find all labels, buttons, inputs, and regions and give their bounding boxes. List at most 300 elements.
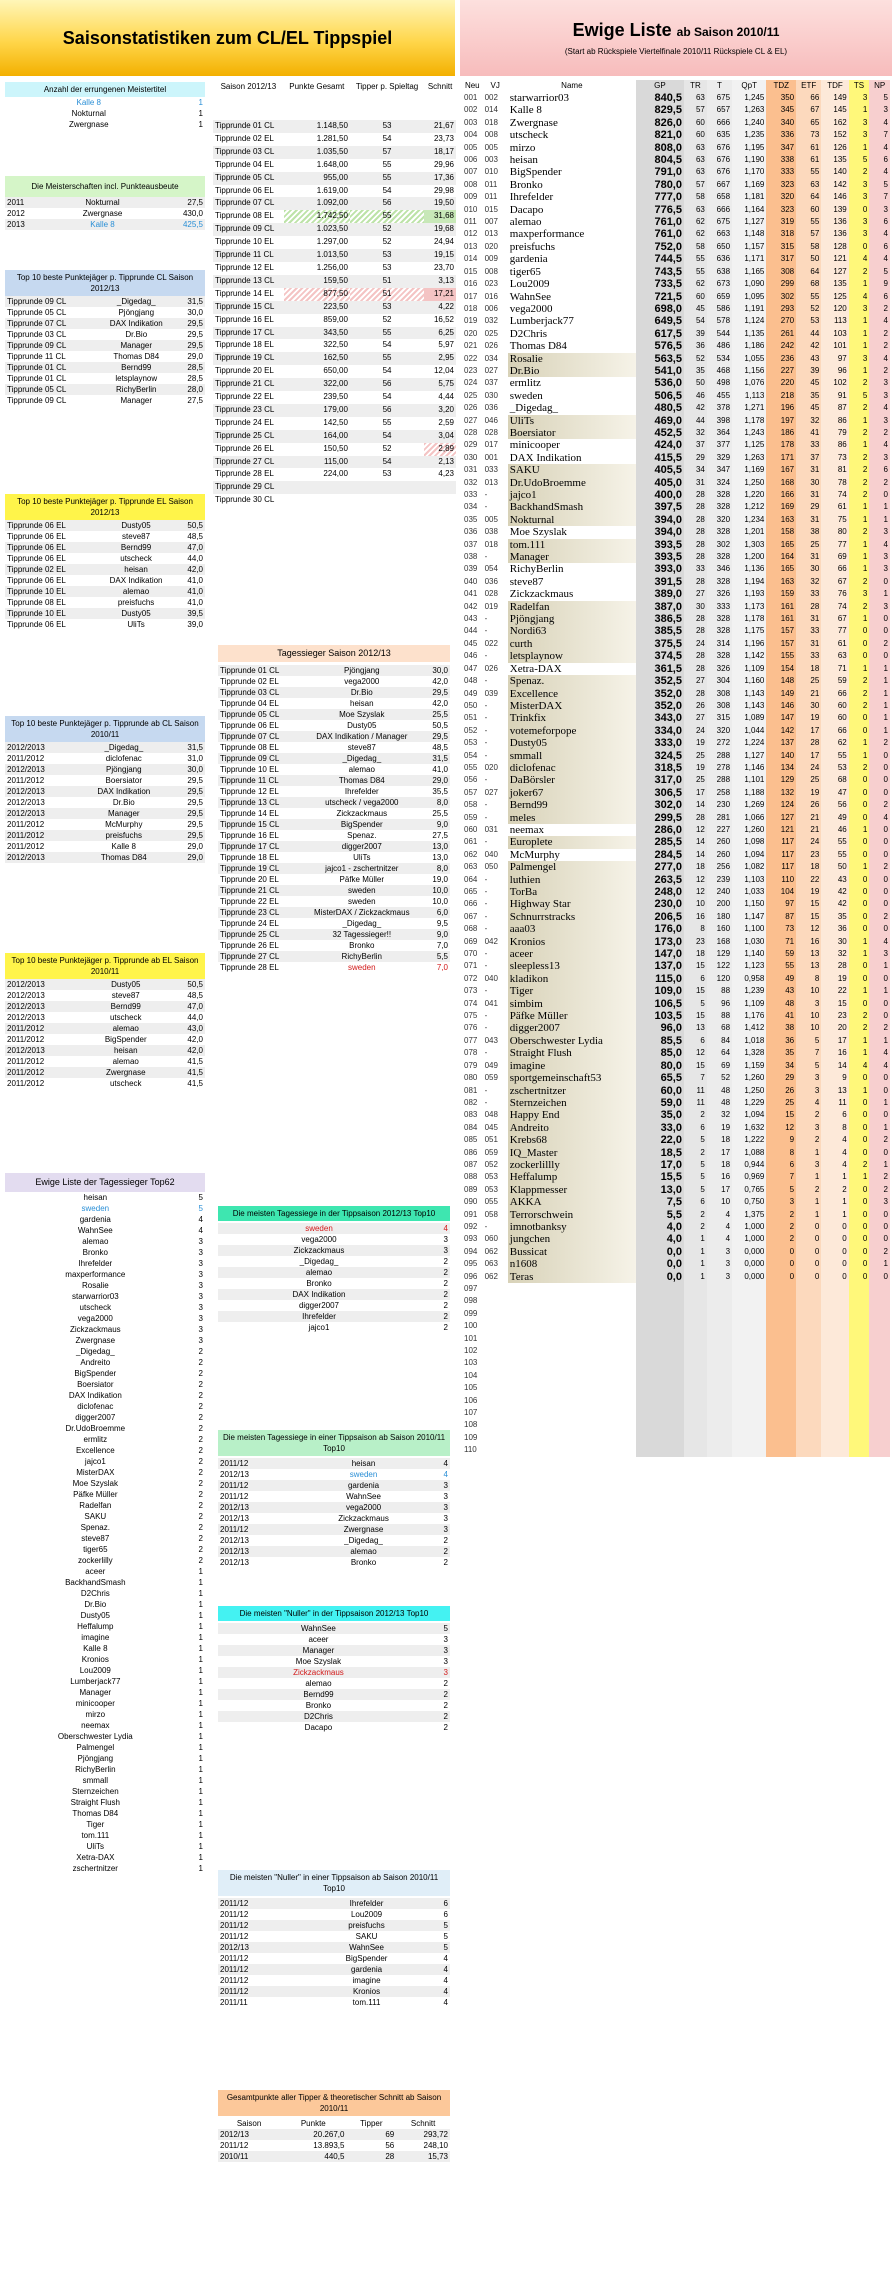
table-cell: [636, 1432, 684, 1444]
table-cell: Tipprunde 29 CL: [213, 481, 284, 494]
table-row: [5, 351, 205, 362]
table-cell: 57: [684, 179, 707, 191]
table-cell: Dr.Bio: [112, 798, 135, 807]
table-cell: 1: [869, 675, 890, 687]
table-cell: Kalle 8: [83, 1644, 108, 1653]
table-cell: 1,195: [732, 142, 766, 154]
table-cell: Sternzeichen: [71, 1787, 119, 1796]
table-cell: steve87: [111, 991, 140, 1000]
table-cell: 34: [684, 464, 707, 476]
table-cell: [707, 1395, 732, 1407]
table-cell: 19: [707, 1122, 732, 1134]
table-cell: 2: [198, 1512, 203, 1521]
table-cell: 1.023,50: [284, 223, 350, 236]
table-cell: 469,0: [636, 415, 684, 427]
table-row: [462, 787, 890, 799]
table-cell: Tipprunde 23 CL: [213, 404, 284, 417]
table-cell: 42: [684, 402, 707, 414]
table-cell: 1,188: [732, 787, 766, 799]
table-row: [462, 377, 890, 389]
table-row: [213, 301, 456, 314]
table-cell: 8: [821, 1122, 848, 1134]
table-cell: Bernd99: [218, 1689, 419, 1700]
table-cell: 1: [869, 688, 890, 700]
table-cell: 2011/2012: [7, 842, 45, 851]
table-cell: 29: [796, 501, 821, 513]
table-cell: 0: [849, 725, 870, 737]
table-cell: 0: [849, 1196, 870, 1208]
table-cell: 1: [869, 1258, 890, 1270]
table-cell: 1,165: [732, 266, 766, 278]
table-cell: 54: [382, 133, 392, 143]
player-name: Zwergnase: [509, 116, 558, 129]
table-cell: 334,0: [636, 725, 684, 737]
table-cell: Bronko: [349, 941, 375, 950]
table-row: [462, 799, 890, 811]
table-cell: 3: [198, 1325, 203, 1334]
player-name: tiger65: [509, 265, 541, 278]
table-cell: 2012/13: [218, 2129, 280, 2140]
table-cell: 039: [464, 564, 478, 574]
table-cell: 1: [849, 1047, 870, 1059]
table-cell: 136: [821, 216, 848, 228]
table-row: [462, 1345, 890, 1357]
player-name: luthien: [508, 874, 636, 886]
table-cell: 2011/2012: [7, 1079, 45, 1088]
table-cell: 315: [766, 241, 796, 253]
table-cell: [869, 1407, 890, 1419]
table-cell: 162: [821, 117, 848, 129]
table-cell: 61: [796, 154, 821, 166]
table-cell: Bernd99: [83, 1001, 168, 1012]
table-cell: 52: [350, 223, 424, 236]
table-cell: Tipprunde 25 CL: [218, 929, 298, 940]
table-cell: 1: [684, 1271, 707, 1283]
table-cell: 1: [198, 1864, 203, 1873]
table-cell: 328: [707, 625, 732, 637]
table-row: [462, 588, 890, 600]
table-cell: 1.281,50: [316, 133, 348, 143]
table-cell: 1: [869, 1097, 890, 1109]
table-row: [462, 390, 890, 402]
table-cell: 16: [707, 1171, 732, 1183]
table-cell: 0: [869, 1072, 890, 1084]
table-cell: [849, 1395, 870, 1407]
table-cell: Dusty05: [80, 1611, 110, 1620]
table-cell: 3,13: [424, 275, 456, 288]
table-row: [462, 861, 890, 873]
table-cell: 260: [707, 849, 732, 861]
table-cell: 1: [198, 109, 203, 118]
table-cell: 0: [869, 1209, 890, 1221]
table-cell: 0: [849, 1184, 870, 1196]
table-row: [213, 159, 456, 172]
table-cell: 285,5: [636, 836, 684, 848]
table-cell: 52: [707, 1072, 732, 1084]
table-row: [462, 601, 890, 613]
table-cell: 11: [684, 1085, 707, 1097]
table-cell: 28: [821, 960, 848, 972]
table-cell: 2011/12: [218, 1458, 298, 1469]
table-cell: 5: [684, 1159, 707, 1171]
table-row: [462, 551, 890, 563]
table-cell: 19: [796, 712, 821, 724]
player-name: Ihrefelder: [509, 191, 554, 204]
table-cell: 12: [684, 886, 707, 898]
table-row: [462, 241, 890, 253]
table-cell: 1: [849, 439, 870, 451]
table-cell: 30: [796, 563, 821, 575]
table-cell: 6: [684, 1122, 707, 1134]
table-row: [5, 1632, 205, 1643]
table-cell: 4: [869, 166, 890, 178]
table-cell: Tipprunde 17 CL: [218, 841, 298, 852]
table-row: [462, 985, 890, 997]
table-cell: 0: [849, 836, 870, 848]
top-el-season-box: [5, 494, 205, 630]
table-cell: [684, 1357, 707, 1369]
player-name: AKKA: [508, 1196, 636, 1208]
table-cell: [821, 1407, 848, 1419]
table-row: [462, 1370, 890, 1382]
table-cell: 5: [869, 266, 890, 278]
table-cell: 44: [796, 328, 821, 340]
table-cell: 1: [821, 1171, 848, 1183]
table-cell: 2: [420, 1289, 450, 1300]
table-row: [218, 786, 450, 797]
table-cell: 1: [849, 563, 870, 575]
table-cell: Tipprunde 15 CL: [213, 301, 284, 314]
table-cell: 1: [198, 1611, 203, 1620]
table-row: [218, 852, 450, 863]
table-cell: Tipprunde 07 CL: [5, 318, 96, 329]
table-cell: 27,5: [432, 831, 448, 840]
table-row: [218, 1458, 450, 1469]
table-cell: 3: [796, 998, 821, 1010]
table-cell: Tipprunde 28 EL: [215, 469, 274, 479]
table-row: [218, 687, 450, 698]
table-cell: 73: [766, 923, 796, 935]
table-cell: sweden: [81, 1204, 110, 1213]
table-cell: [869, 1308, 890, 1320]
table-cell: 60: [684, 129, 707, 141]
table-cell: digger2007: [298, 1301, 340, 1310]
table-cell: 1: [849, 365, 870, 377]
table-cell: Tipprunde 01 CL: [218, 665, 298, 676]
player-name: [508, 1283, 636, 1295]
table-cell: 2: [198, 1358, 203, 1367]
table-row: [462, 849, 890, 861]
table-row: [5, 1742, 205, 1753]
table-cell: 324: [707, 477, 732, 489]
table-cell: 67: [796, 104, 821, 116]
table-cell: 2: [869, 861, 890, 873]
table-cell: 74: [821, 601, 848, 613]
table-cell: 6: [427, 1898, 450, 1909]
table-cell: 18: [707, 1134, 732, 1146]
table-cell: 1,375: [732, 1209, 766, 1221]
table-cell: 013: [464, 241, 478, 251]
table-cell: Tipprunde 11 CL: [213, 249, 284, 262]
table-cell: 16: [684, 911, 707, 923]
table-cell: 42: [821, 886, 848, 898]
table-cell: 12: [684, 824, 707, 836]
table-row: [5, 1401, 205, 1412]
table-cell: 0: [849, 898, 870, 910]
table-row: [5, 753, 205, 764]
table-cell: [732, 1444, 766, 1456]
table-row: [218, 841, 450, 852]
table-cell: 256: [707, 861, 732, 873]
meistertitel-header: Anzahl der errungenen Meistertitel: [5, 82, 205, 97]
table-cell: gardenia: [298, 1480, 430, 1491]
table-cell: 1: [849, 501, 870, 513]
table-cell: imagine: [81, 1633, 110, 1642]
table-cell: 75: [821, 514, 848, 526]
table-cell: -: [484, 1097, 488, 1107]
table-header-cell: Tipper: [360, 2119, 383, 2128]
table-cell: Tipprunde 06 EL: [7, 620, 66, 629]
table-cell: 55: [350, 352, 424, 365]
table-cell: -: [484, 911, 488, 921]
table-cell: 1: [198, 1633, 203, 1642]
table-cell: 60: [684, 117, 707, 129]
table-cell: 24: [796, 836, 821, 848]
table-cell: 361,5: [636, 663, 684, 675]
table-cell: 333: [766, 166, 796, 178]
table-row: [5, 1852, 205, 1863]
table-cell: [869, 1432, 890, 1444]
table-cell: Pjöngjang: [118, 308, 155, 317]
table-cell: 040: [484, 973, 498, 983]
table-cell: Tipprunde 11 CL: [218, 775, 298, 786]
table-cell: 1: [849, 551, 870, 563]
table-row: [5, 619, 205, 630]
table-cell: 62: [684, 216, 707, 228]
table-cell: diclofenac: [77, 1402, 114, 1411]
table-cell: Thomas D84: [76, 852, 172, 863]
table-cell: 0: [849, 812, 870, 824]
table-cell: 4: [869, 1047, 890, 1059]
table-row: [213, 146, 456, 159]
table-cell: 2: [869, 477, 890, 489]
table-cell: 2: [443, 1279, 448, 1288]
table-cell: Manager: [79, 1688, 112, 1697]
table-row: [5, 1566, 205, 1577]
player-name: [508, 1444, 636, 1456]
table-cell: RichyBerlin: [96, 384, 177, 395]
table-cell: 26: [684, 700, 707, 712]
table-row: [5, 1489, 205, 1500]
table-cell: Palmengel: [76, 1743, 115, 1752]
table-row: [462, 812, 890, 824]
table-cell: Tipprunde 06 EL: [220, 721, 279, 730]
table-cell: 24: [684, 638, 707, 650]
table-cell: [869, 1370, 890, 1382]
player-name: kladikon: [508, 973, 636, 985]
table-cell: 299: [766, 278, 796, 290]
table-cell: 52: [684, 353, 707, 365]
table-row: [213, 327, 456, 340]
table-cell: 1,089: [732, 712, 766, 724]
table-cell: 109: [464, 1432, 478, 1442]
table-cell: 2: [869, 1134, 890, 1146]
table-cell: _Digedag_: [96, 296, 177, 307]
player-name: D2Chris: [509, 327, 548, 340]
table-cell: 2: [849, 266, 870, 278]
table-cell: 77: [821, 625, 848, 637]
table-cell: 53: [382, 262, 392, 272]
ewige-liste-box: [462, 80, 890, 1457]
table-cell: 31: [796, 613, 821, 625]
table-cell: 293,72: [396, 2129, 450, 2140]
table-cell: 315: [707, 712, 732, 724]
table-cell: [821, 1333, 848, 1345]
table-cell: 78: [821, 477, 848, 489]
table-cell: WahnSee: [306, 1942, 428, 1953]
table-cell: 1: [849, 415, 870, 427]
table-cell: 2,95: [424, 352, 456, 365]
table-cell: [869, 1382, 890, 1394]
table-row: [213, 236, 456, 249]
table-cell: 25: [684, 750, 707, 762]
table-cell: [483, 1295, 508, 1307]
table-row: [462, 563, 890, 575]
table-row: [5, 575, 205, 586]
table-cell: [849, 1432, 870, 1444]
table-cell: 1,181: [732, 191, 766, 203]
table-cell: Spenaz.: [80, 1523, 110, 1532]
table-cell: 2: [198, 1545, 203, 1554]
ewige-liste-title: [460, 0, 892, 41]
player-name: Moe Szyslak: [509, 526, 567, 539]
table-cell: 2: [869, 1022, 890, 1034]
table-cell: 317: [766, 253, 796, 265]
table-cell: 23: [821, 1010, 848, 1022]
table-row: [218, 962, 450, 973]
table-cell: 042: [484, 936, 498, 946]
table-cell: -: [484, 502, 488, 512]
table-cell: 55: [350, 327, 424, 340]
table-cell: [796, 1370, 821, 1382]
table-cell: 29,5: [425, 687, 450, 698]
table-cell: 3: [869, 104, 890, 116]
table-cell: 3,20: [424, 404, 456, 417]
table-cell: 1,234: [732, 514, 766, 526]
table-cell: 7,5: [636, 1196, 684, 1208]
table-cell: 17: [707, 1184, 732, 1196]
top-cl-season-header: Top 10 beste Punktejäger p. Tipprunde CL Saison 2012/13: [5, 270, 205, 296]
table-cell: [732, 1308, 766, 1320]
table-cell: 3: [869, 204, 890, 216]
table-cell: 55: [821, 849, 848, 861]
table-row: [218, 731, 450, 742]
table-cell: 2012/2013: [5, 786, 76, 797]
table-cell: 165: [766, 563, 796, 575]
table-cell: 0: [849, 1072, 870, 1084]
table-cell: 043: [464, 614, 478, 624]
table-row: [462, 1060, 890, 1072]
table-row: [5, 1379, 205, 1390]
table-cell: [684, 1382, 707, 1394]
table-row: [5, 1555, 205, 1566]
player-name: [508, 1320, 636, 1332]
player-name: Bussicat: [508, 1246, 636, 1258]
table-row: [218, 1535, 450, 1546]
table-cell: 8: [684, 923, 707, 935]
table-cell: 2012/13: [218, 1942, 306, 1953]
table-cell: [732, 1395, 766, 1407]
table-cell: 1,140: [732, 948, 766, 960]
table-cell: heisan: [350, 699, 374, 708]
table-cell: [707, 1333, 732, 1345]
table-header-cell: Saison: [236, 2119, 262, 2128]
table-cell: 35: [796, 390, 821, 402]
table-cell: 53: [350, 301, 424, 314]
table-cell: 28: [684, 625, 707, 637]
table-cell: 248,0: [636, 886, 684, 898]
table-cell: 3: [443, 1635, 448, 1644]
table-row: [213, 133, 456, 146]
table-row: [5, 830, 205, 841]
table-cell: 1: [849, 104, 870, 116]
table-cell: Tipprunde 26 EL: [220, 941, 279, 950]
table-row: [462, 774, 890, 786]
table-cell: [869, 1295, 890, 1307]
table-row: [462, 340, 890, 352]
player-name: Teras: [508, 1271, 636, 1283]
table-cell: Tipprunde 26 EL: [215, 443, 274, 453]
player-name: IQ_Master: [508, 1147, 636, 1159]
table-cell: Zickzackmaus: [69, 1325, 121, 1334]
table-cell: 270: [766, 315, 796, 327]
table-cell: 1.742,50: [284, 210, 350, 223]
table-row: [5, 384, 205, 395]
table-cell: 378: [707, 402, 732, 414]
table-cell: 1: [849, 1171, 870, 1183]
table-cell: 1,160: [732, 675, 766, 687]
table-cell: 1: [849, 985, 870, 997]
table-cell: 022: [484, 638, 498, 648]
table-cell: Bronko: [350, 1558, 377, 1567]
table-row: [213, 430, 456, 443]
table-cell: 053: [464, 738, 478, 748]
table-cell: 27: [684, 712, 707, 724]
player-name: Kronios: [508, 936, 636, 948]
table-row: [213, 443, 456, 456]
table-cell: 22,0: [636, 1134, 684, 1146]
table-cell: [483, 1357, 508, 1369]
table-cell: 0: [849, 911, 870, 923]
table-cell: 159,50: [284, 275, 350, 288]
table-cell: 0: [849, 1147, 870, 1159]
table-cell: 393,0: [636, 563, 684, 575]
table-cell: 2: [796, 1109, 821, 1121]
table-cell: 0: [869, 1147, 890, 1159]
table-cell: [821, 1345, 848, 1357]
table-cell: 1,076: [732, 377, 766, 389]
table-row: [218, 951, 450, 962]
table-cell: 752,0: [636, 241, 684, 253]
table-cell: 12: [766, 1122, 796, 1134]
table-cell: _Digedag_: [342, 919, 382, 928]
table-cell: [732, 1333, 766, 1345]
table-cell: 1,240: [732, 117, 766, 129]
table-cell: 345: [766, 104, 796, 116]
table-cell: 051: [484, 1135, 498, 1145]
table-cell: Moe Szyslak: [72, 1479, 118, 1488]
table-row: [462, 1010, 890, 1022]
